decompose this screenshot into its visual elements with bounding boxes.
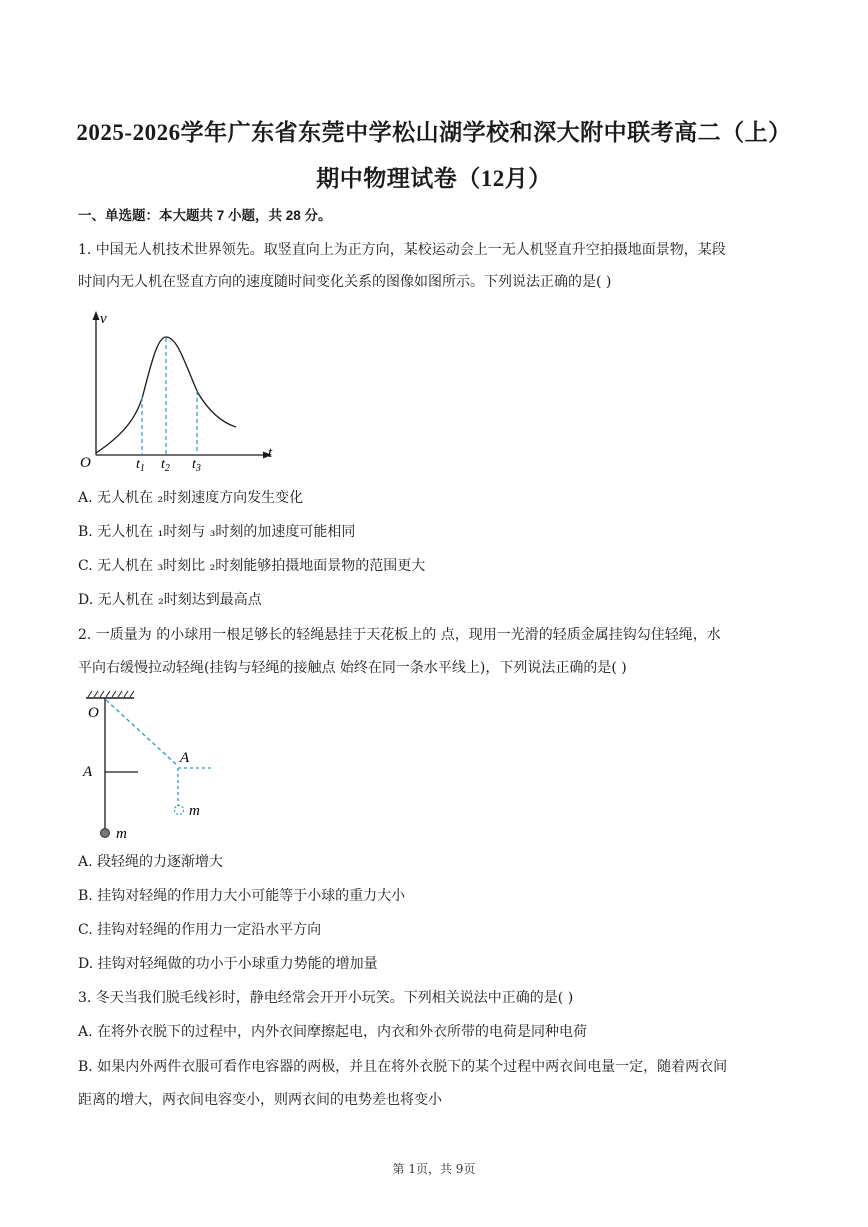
t2-label: $t_2$ xyxy=(161,457,170,474)
t-axis-label: t xyxy=(268,445,273,461)
q2-option-c: C. 挂钩对轻绳的作用力一定沿水平方向 xyxy=(78,922,322,938)
v-axis-label: v xyxy=(100,311,107,327)
t1-label: $t_1$ xyxy=(136,457,145,474)
mass-bottom-label: m xyxy=(116,826,127,842)
q2-stem-line-2: 平向右缓慢拉动轻绳(挂钩与轻绳的接触点 始终在同一条水平线上)，下列说法正确的是( ) xyxy=(78,660,627,676)
point-o-label: O xyxy=(88,705,99,721)
q1-stem-line-2: 时间内无人机在竖直方向的速度随时间变化关系的图像如图所示。下列说法正确的是( ) xyxy=(78,274,612,290)
q1-option-c: C. 无人机在 ₃时刻比 ₂时刻能够拍摄地面景物的范围更大 xyxy=(78,558,426,574)
q2-option-b: B. 挂钩对轻绳的作用力大小可能等于小球的重力大小 xyxy=(78,888,406,904)
t3-label: $t_3$ xyxy=(192,457,201,474)
section-heading: 一、单选题：本大题共 7 小题，共 28 分。 xyxy=(78,208,332,223)
title-line-2: 期中物理试卷（12月） xyxy=(316,166,552,191)
q3-option-b-line-2: 距离的增大，两衣间电容变小，则两衣间的电势差也将变小 xyxy=(78,1092,442,1108)
q2-rope-figure xyxy=(78,688,248,843)
q3-stem: 3. 冬天当我们脱毛线衫时，静电经常会开开小玩笑。下列相关说法中正确的是( ) xyxy=(78,990,574,1006)
mass-right-label: m xyxy=(189,803,200,819)
q1-stem-line-1: 1. 中国无人机技术世界领先。取竖直向上为正方向，某校运动会上一无人机竖直升空拍摄地面景物，某段 xyxy=(78,242,726,258)
page-footer: 第 1页，共 9页 xyxy=(392,1162,476,1176)
q1-option-a: A. 无人机在 ₂时刻速度方向发生变化 xyxy=(78,490,304,506)
point-a-right-label: A xyxy=(180,750,190,766)
q1-vt-graph xyxy=(78,305,278,474)
q1-option-b: B. 无人机在 ₁时刻与 ₃时刻的加速度可能相同 xyxy=(78,524,356,540)
q3-option-b-line-1: B. 如果内外两件衣服可看作电容器的两极，并且在将外衣脱下的某个过程中两衣间电量一定，随着两衣间 xyxy=(78,1059,728,1075)
q2-option-d: D. 挂钩对轻绳做的功小于小球重力势能的增加量 xyxy=(78,956,378,972)
q2-option-a: A. 段轻绳的力逐渐增大 xyxy=(78,854,224,870)
origin-label: O xyxy=(80,455,91,471)
point-a-left-label: A xyxy=(83,764,93,780)
title-line-1: 2025-2026学年广东省东莞中学松山湖学校和深大附中联考高二（上） xyxy=(76,120,792,145)
q2-stem-line-1: 2. 一质量为 的小球用一根足够长的轻绳悬挂于天花板上的 点，现用一光滑的轻质金属挂钩勾住轻绳，水 xyxy=(78,627,721,643)
q1-option-d: D. 无人机在 ₂时刻达到最高点 xyxy=(78,592,262,608)
q3-option-a: A. 在将外衣脱下的过程中，内外衣间摩擦起电，内衣和外衣所带的电荷是同种电荷 xyxy=(78,1024,588,1040)
